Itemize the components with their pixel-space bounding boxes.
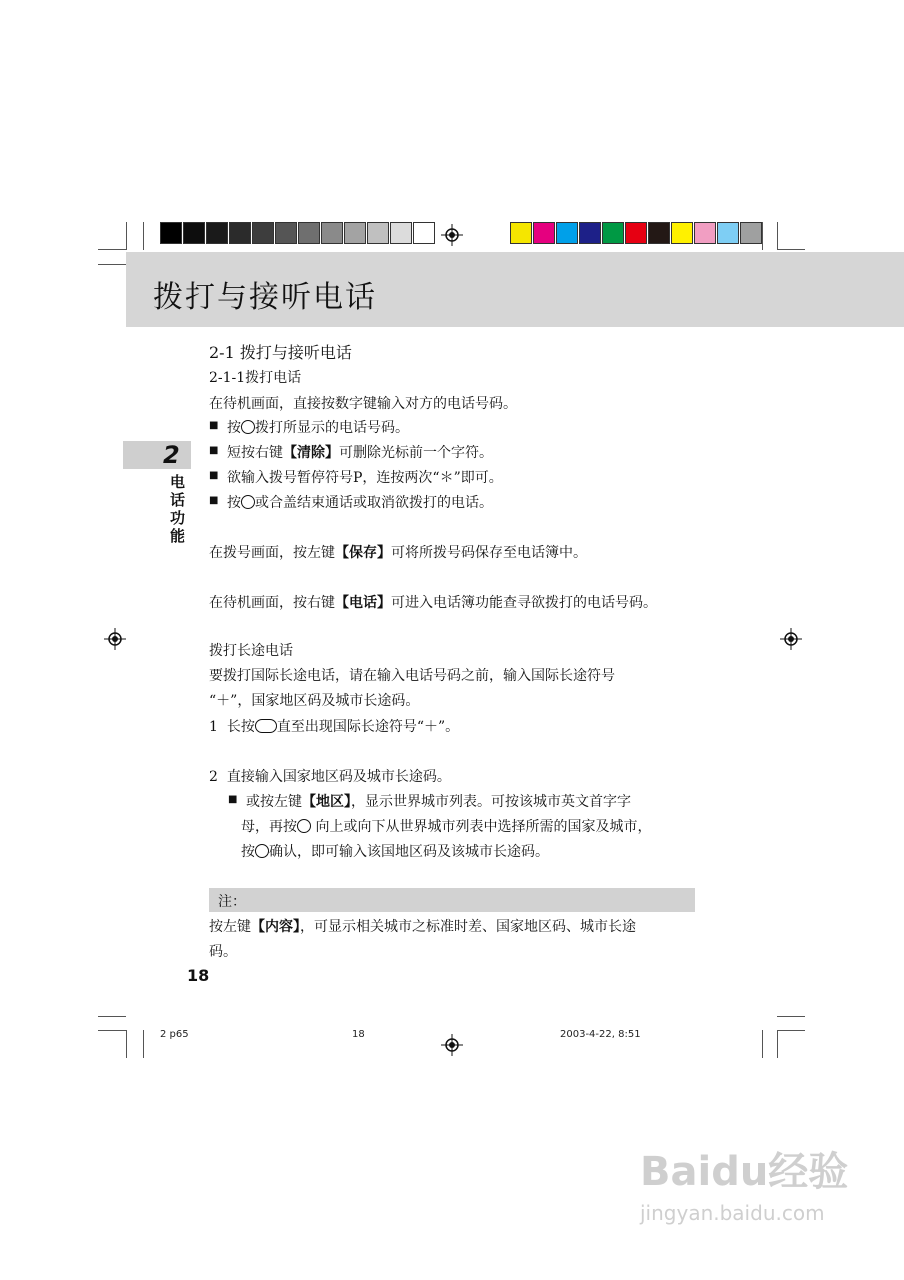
step-number: 1 <box>209 719 218 735</box>
color-swatch <box>694 222 716 244</box>
color-swatch <box>183 222 205 244</box>
color-swatch <box>275 222 297 244</box>
section-subheading: 2-1-1拨打电话 <box>209 370 302 386</box>
softkey-label: 【保存】 <box>335 545 391 561</box>
text: 可进入电话簿功能查寻欲拨打的电话号码。 <box>391 595 657 611</box>
registration-mark-icon <box>780 628 802 650</box>
list-item-continuation <box>241 841 549 861</box>
footer-page: 18 <box>352 1029 365 1040</box>
color-swatch <box>413 222 435 244</box>
bullet-pre: 按 <box>227 495 241 511</box>
crop-mark <box>126 222 127 250</box>
text: 母，再按 <box>241 819 297 835</box>
step-1 <box>209 716 459 736</box>
color-swatch <box>579 222 601 244</box>
list-item <box>209 417 409 437</box>
list-item <box>209 442 493 462</box>
crop-mark <box>777 249 805 250</box>
phonebook-instruction <box>209 592 657 612</box>
color-swatch <box>390 222 412 244</box>
color-swatch <box>510 222 532 244</box>
softkey-label: 【内容】 <box>251 919 300 935</box>
watermark-url: jingyan.baidu.com <box>640 1201 825 1225</box>
color-swatch <box>740 222 762 244</box>
color-swatch <box>298 222 320 244</box>
section-heading: 2-1 拨打与接听电话 <box>209 343 352 362</box>
color-swatch <box>533 222 555 244</box>
crop-mark <box>126 1030 127 1058</box>
intl-desc: “＋”，国家地区码及城市长途码。 <box>209 693 420 709</box>
color-swatch <box>229 222 251 244</box>
color-swatch <box>160 222 182 244</box>
softkey-label: 【清除】 <box>283 445 339 461</box>
crop-mark <box>143 1030 144 1058</box>
zero-key-icon <box>255 719 277 733</box>
bullet-post: 可删除光标前一个字符。 <box>339 445 493 461</box>
softkey-label: 【地区】 <box>302 794 351 810</box>
color-bar <box>510 222 763 244</box>
page-number: 18 <box>187 966 210 985</box>
list-item-continuation <box>241 816 651 836</box>
registration-mark-icon <box>104 628 126 650</box>
send-key-icon <box>255 844 269 858</box>
text: 向上或向下从世界城市列表中选择所需的国家及城市， <box>311 819 652 835</box>
color-swatch <box>252 222 274 244</box>
crop-mark <box>777 1030 805 1031</box>
text: ，可显示相关城市之标准时差、国家地区码、城市长途 <box>300 919 636 935</box>
list-item <box>209 492 493 512</box>
crop-mark <box>98 264 126 265</box>
note-text <box>209 916 636 936</box>
text: 在拨号画面，按左键 <box>209 545 335 561</box>
text: 按左键 <box>209 919 251 935</box>
footer-file: 2 p65 <box>160 1029 189 1040</box>
text: 直至出现国际长途符号“＋”。 <box>276 719 460 735</box>
watermark-brand: Baidu经验 <box>640 1149 849 1195</box>
crop-mark <box>777 222 778 250</box>
color-swatch <box>671 222 693 244</box>
crop-mark <box>143 222 144 250</box>
color-swatch <box>602 222 624 244</box>
text: 长按 <box>226 719 255 735</box>
bullet-pre: 按 <box>227 420 241 436</box>
crop-mark <box>98 1030 126 1031</box>
footer-datetime: 2003-4-22, 8:51 <box>560 1029 641 1040</box>
bullet-pre: 欲输入拨号暂停符号P，连按两次“＊”即可。 <box>227 470 503 486</box>
chapter-label: 电话功能 <box>170 473 186 545</box>
bullet-pre: 短按右键 <box>227 445 283 461</box>
text: ，显示世界城市列表。可按该城市英文首字字 <box>351 794 631 810</box>
note-text: 码。 <box>209 944 237 960</box>
watermark <box>640 1140 848 1225</box>
crop-mark <box>777 1030 778 1058</box>
send-key-icon <box>241 420 255 434</box>
color-swatch <box>321 222 343 244</box>
color-swatch <box>648 222 670 244</box>
save-instruction <box>209 542 587 562</box>
crop-mark <box>777 1016 805 1017</box>
registration-mark-icon <box>441 1034 463 1056</box>
chapter-number: 2 <box>163 441 180 469</box>
text: 在待机画面，按右键 <box>209 595 335 611</box>
intl-desc: 要拨打国际长途电话，请在输入电话号码之前，输入国际长途符号 <box>209 668 615 684</box>
intl-heading: 拨打长途电话 <box>209 643 293 659</box>
color-swatch <box>367 222 389 244</box>
registration-mark-icon <box>441 224 463 246</box>
crop-mark <box>762 1030 763 1058</box>
color-swatch <box>556 222 578 244</box>
color-swatch <box>344 222 366 244</box>
color-swatch <box>717 222 739 244</box>
note-band <box>209 888 695 912</box>
chapter-tab <box>123 441 191 469</box>
note-label: 注： <box>218 894 246 910</box>
intro-text: 在待机画面，直接按数字键输入对方的电话号码。 <box>209 396 517 412</box>
softkey-label: 【电话】 <box>335 595 391 611</box>
text: 按 <box>241 844 255 860</box>
nav-key-icon <box>297 819 311 833</box>
crop-mark <box>98 1016 126 1017</box>
text: 或按左键 <box>246 794 302 810</box>
step-2 <box>209 766 451 786</box>
text: 直接输入国家地区码及城市长途码。 <box>226 769 451 785</box>
bullet-post: 拨打所显示的电话号码。 <box>255 420 409 436</box>
step-number: 2 <box>209 769 218 785</box>
text: 确认，即可输入该国地区码及该城市长途码。 <box>269 844 549 860</box>
gray-color-bar <box>160 222 436 244</box>
text: 可将所拨号码保存至电话簿中。 <box>391 545 587 561</box>
color-swatch <box>625 222 647 244</box>
list-item <box>209 467 503 487</box>
list-item <box>228 791 631 811</box>
color-swatch <box>206 222 228 244</box>
end-key-icon <box>241 495 255 509</box>
crop-mark <box>98 249 126 250</box>
bullet-post: 或合盖结束通话或取消欲拨打的电话。 <box>255 495 493 511</box>
page-title: 拨打与接听电话 <box>153 280 377 315</box>
